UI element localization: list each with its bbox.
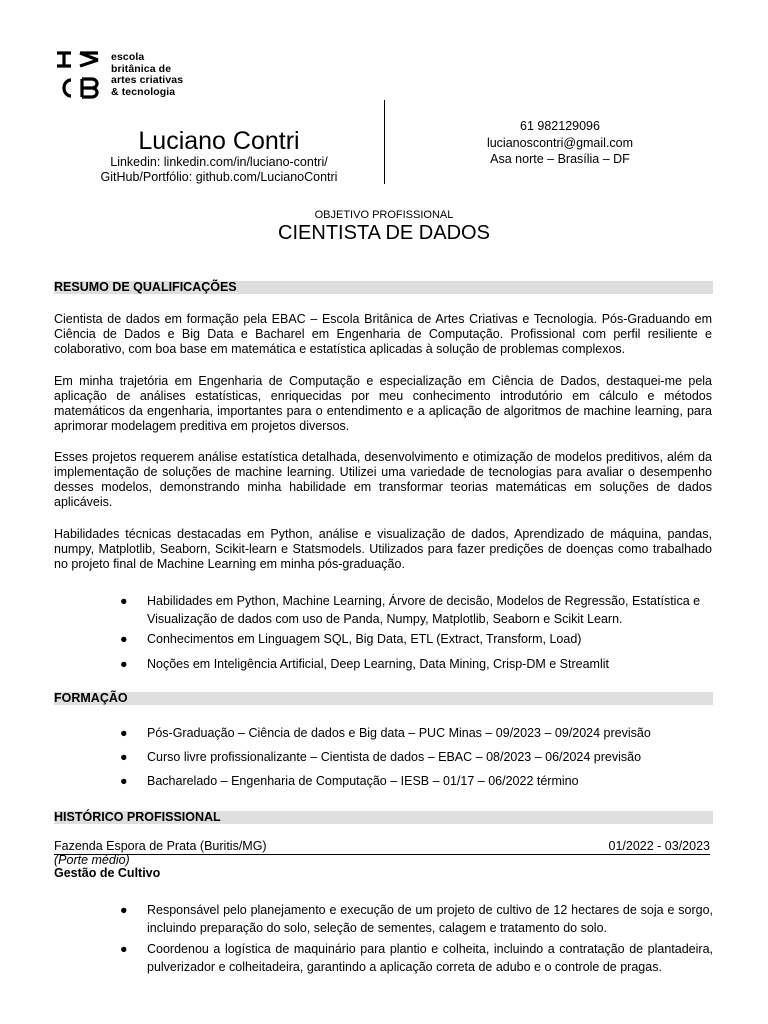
candidate-name: Luciano Contri (138, 127, 300, 155)
bullet-icon: ● (120, 750, 128, 764)
section-heading-education: FORMAÇÃO (54, 692, 713, 705)
ebac-logo-icon (54, 50, 102, 100)
skill-text: Habilidades em Python, Machine Learning, Árvore de decisão, Modelos de Regressão, Estatística e Visualização de dados com uso de Panda, Numpy, Matplotlib, Seaborn e Scikit Learn. (147, 594, 701, 626)
linkedin-link[interactable]: Linkedin: linkedin.com/in/luciano-contri/ (110, 155, 328, 169)
list-item (120, 901, 713, 937)
contact-block (456, 118, 664, 168)
phone-number: 61 982129096 (520, 119, 600, 133)
logo-line: artes criativas (111, 74, 184, 86)
list-item (120, 630, 713, 648)
job-role: Gestão de Cultivo (54, 866, 161, 880)
section-heading-summary: RESUMO DE QUALIFICAÇÕES (54, 281, 713, 294)
list-item (120, 748, 713, 766)
education-list (120, 724, 713, 790)
bullet-icon: ● (120, 774, 128, 788)
logo-wordmark (111, 52, 183, 98)
duty-text: Responsável pelo planejamento e execução de um projeto de cultivo de 12 hectares de soja e sorgo, incluindo preparação do solo, seleção de sementes, calagem e tratamento do solo. (147, 903, 713, 935)
list-item (120, 592, 713, 628)
list-item (120, 940, 713, 976)
skill-text: Noções em Inteligência Artificial, Deep Learning, Data Mining, Crisp-DM e Streamlit (147, 657, 609, 671)
bullet-icon: ● (120, 632, 128, 646)
education-text: Bacharelado – Engenharia de Computação – IESB – 01/17 – 06/2022 término (147, 774, 579, 788)
bullet-icon: ● (120, 942, 128, 956)
objective-label: OBJETIVO PROFISSIONAL (314, 209, 454, 221)
summary-paragraph: Cientista de dados em formação pela EBAC – Escola Britânica de Artes Criativas e Tecnologia. Pós-Graduando em Ciência de Dados e Big Data e Bacharel em Engenharia de Computação. Profissional com perfil resiliente e colaborativo, com boa base em matemática e estatística aplicadas à solução de problemas complexos. (54, 312, 712, 356)
section-heading-history: HISTÓRICO PROFISSIONAL (54, 811, 713, 824)
job-duties-list (120, 901, 713, 976)
bullet-icon: ● (120, 657, 128, 671)
summary-paragraph: Habilidades técnicas destacadas em Python, análise e visualização de dados, Aprendizado de máquina, pandas, numpy, Matplotlib, Seaborn, Scikit-learn e Statsmodels. Utilizados para fazer predições de doenças como trabalhado no projeto final de Machine Learning em minha pós-graduação. (54, 527, 712, 571)
header-divider (384, 100, 385, 184)
education-text: Pós-Graduação – Ciência de dados e Big data – PUC Minas – 09/2023 – 09/2024 previsão (147, 726, 651, 740)
bullet-icon: ● (120, 726, 128, 740)
logo-line: & tecnologia (111, 85, 176, 98)
list-item (120, 772, 713, 790)
location: Asa norte – Brasília – DF (490, 152, 630, 166)
bullet-icon: ● (120, 903, 128, 917)
email-address[interactable]: lucianoscontri@gmail.com (486, 135, 634, 150)
bullet-icon: ● (120, 594, 128, 608)
objective-title: CIENTISTA DE DADOS (278, 222, 490, 244)
profile-links (74, 155, 364, 185)
logo-line: escola (111, 51, 145, 63)
job-period: 01/2022 - 03/2023 (608, 839, 710, 853)
list-item (120, 724, 713, 742)
github-link[interactable]: GitHub/Portfólio: github.com/LucianoContri (100, 170, 338, 184)
job-header (54, 839, 710, 855)
job-company-size: (Porte médio) (54, 853, 130, 867)
job-company: Fazenda Espora de Prata (Buritis/MG) (54, 839, 267, 853)
list-item (120, 655, 713, 673)
summary-paragraph: Em minha trajetória em Engenharia de Computação e especialização em Ciência de Dados, destaquei-me pela aplicação de análises estatísticas, enriquecidas por meu conhecimento introdutório em cálculo e métodos matemáticos da engenharia, importantes para o entendimento e a aplicação de algoritmos de machine learning, para aprimorar modelagem preditiva em projetos diversos. (54, 374, 712, 433)
education-text: Curso livre profissionalizante – Cientista de dados – EBAC – 08/2023 – 06/2024 previsão (147, 750, 642, 764)
summary-paragraph: Esses projetos requerem análise estatística detalhada, desenvolvimento e otimização de modelos preditivos, além da implementação de soluções de machine learning. Utilizei uma variedade de tecnologias para avaliar o desempenho desses modelos, demonstrando minha habilidade em transformar teorias matemáticas em soluções de dados aplicáveis. (54, 450, 712, 509)
skill-text: Conhecimentos em Linguagem SQL, Big Data, ETL (Extract, Transform, Load) (147, 632, 582, 646)
duty-text: Coordenou a logística de maquinário para plantio e colheita, incluindo a contratação de plantadeira, pulverizador e colheitadeira, garantindo a aplicação correta de adubo e o controle de pragas. (147, 942, 713, 974)
skills-list (120, 592, 713, 673)
logo-line: britânica de (111, 62, 172, 75)
